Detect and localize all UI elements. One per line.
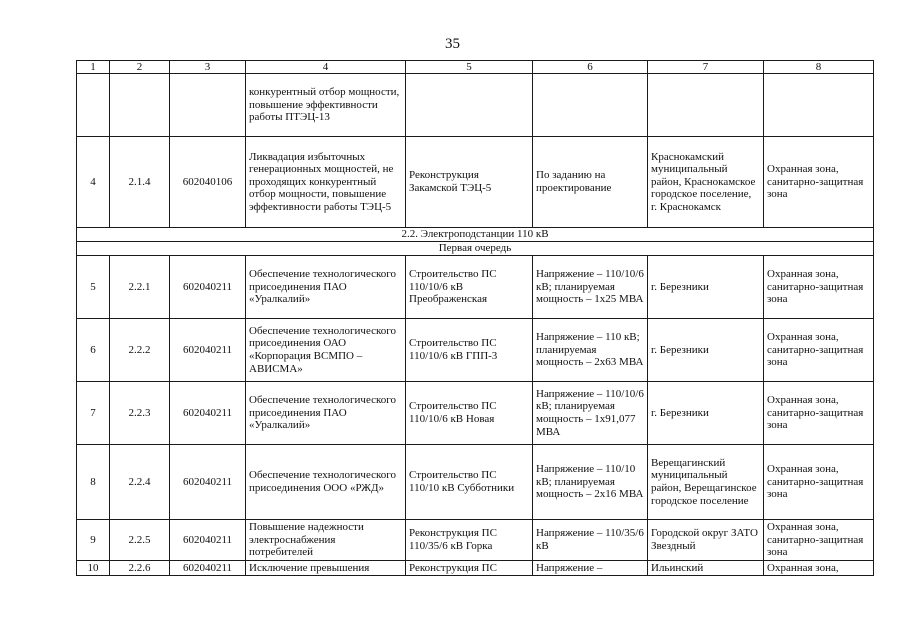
projects-table <box>76 60 874 576</box>
page-number: 35 <box>445 36 460 52</box>
table-row <box>77 74 874 137</box>
cell-code <box>110 74 170 137</box>
cell-purpose: Исключение превышения <box>246 561 406 576</box>
cell-code: 2.2.1 <box>110 256 170 319</box>
cell-code: 2.1.4 <box>110 137 170 228</box>
cell-location: Городской округ ЗАТО Звездный <box>648 520 764 561</box>
cell-purpose: Ликвадация избыточных генерационных мощностей, не проходящих конкурентный отбор мощности, повышение эффективности работы ТЭЦ-5 <box>246 137 406 228</box>
cell-zone: Охранная зона, санитарно-защитная зона <box>764 319 874 382</box>
cell-zone: Охранная зона, санитарно-защитная зона <box>764 520 874 561</box>
cell-zone: Охранная зона, санитарно-защитная зона <box>764 256 874 319</box>
cell-object: Реконструкция Закамской ТЭЦ-5 <box>406 137 533 228</box>
cell-id: 602040211 <box>170 520 246 561</box>
column-header: 8 <box>764 61 874 74</box>
table-row <box>77 561 874 576</box>
cell-id: 602040211 <box>170 382 246 445</box>
cell-location <box>648 74 764 137</box>
cell-purpose: Повышение надежности электроснабжения потребителей <box>246 520 406 561</box>
cell-code: 2.2.4 <box>110 445 170 520</box>
cell-characteristics: Напряжение – 110/10/6 кВ; планируемая мощность – 1х25 МВА <box>533 256 648 319</box>
cell-location: г. Березники <box>648 256 764 319</box>
subsection-row <box>77 242 874 256</box>
cell-characteristics: Напряжение – <box>533 561 648 576</box>
cell-number: 7 <box>77 382 110 445</box>
cell-number: 6 <box>77 319 110 382</box>
cell-code: 2.2.6 <box>110 561 170 576</box>
cell-number: 9 <box>77 520 110 561</box>
cell-zone: Охранная зона, <box>764 561 874 576</box>
cell-characteristics <box>533 74 648 137</box>
cell-purpose: Обеспечение технологического присоединения ОАО «Корпорация ВСМПО – АВИСМА» <box>246 319 406 382</box>
cell-number: 5 <box>77 256 110 319</box>
cell-characteristics: Напряжение – 110/35/6 кВ <box>533 520 648 561</box>
cell-code: 2.2.2 <box>110 319 170 382</box>
cell-zone: Охранная зона, санитарно-защитная зона <box>764 137 874 228</box>
table-row <box>77 137 874 228</box>
column-header: 6 <box>533 61 648 74</box>
cell-id: 602040211 <box>170 256 246 319</box>
subsection-title: Первая очередь <box>77 242 874 256</box>
cell-object: Реконструкция ПС <box>406 561 533 576</box>
table-row <box>77 520 874 561</box>
column-header: 4 <box>246 61 406 74</box>
cell-characteristics: Напряжение – 110 кВ; планируемая мощность – 2х63 МВА <box>533 319 648 382</box>
cell-number: 10 <box>77 561 110 576</box>
cell-purpose: конкурентный отбор мощности, повышение эффективности работы ПТЭЦ-13 <box>246 74 406 137</box>
cell-zone: Охранная зона, санитарно-защитная зона <box>764 382 874 445</box>
table-row <box>77 256 874 319</box>
cell-object: Строительство ПС 110/10/6 кВ Преображенская <box>406 256 533 319</box>
cell-number: 8 <box>77 445 110 520</box>
column-header: 7 <box>648 61 764 74</box>
section-row <box>77 228 874 242</box>
cell-code: 2.2.5 <box>110 520 170 561</box>
column-header: 5 <box>406 61 533 74</box>
cell-object: Строительство ПС 110/10/6 кВ ГПП-3 <box>406 319 533 382</box>
cell-purpose: Обеспечение технологического присоединения ООО «РЖД» <box>246 445 406 520</box>
section-title: 2.2. Электроподстанции 110 кВ <box>77 228 874 242</box>
cell-purpose: Обеспечение технологического присоединения ПАО «Уралкалий» <box>246 256 406 319</box>
cell-location: Верещагинский муниципальный район, Верещагинское городское поселение <box>648 445 764 520</box>
cell-id: 602040106 <box>170 137 246 228</box>
table-row <box>77 445 874 520</box>
cell-location: Ильинский <box>648 561 764 576</box>
cell-number: 4 <box>77 137 110 228</box>
cell-object <box>406 74 533 137</box>
cell-location: Краснокамский муниципальный район, Краснокамское городское поселение, г. Краснокамск <box>648 137 764 228</box>
cell-id <box>170 74 246 137</box>
cell-zone <box>764 74 874 137</box>
cell-characteristics: Напряжение – 110/10 кВ; планируемая мощность – 2х16 МВА <box>533 445 648 520</box>
cell-characteristics: Напряжение – 110/10/6 кВ; планируемая мощность – 1х91,077 МВА <box>533 382 648 445</box>
cell-object: Реконструкция ПС 110/35/6 кВ Горка <box>406 520 533 561</box>
cell-characteristics: По заданию на проектирование <box>533 137 648 228</box>
table-row <box>77 382 874 445</box>
column-header: 1 <box>77 61 110 74</box>
cell-location: г. Березники <box>648 382 764 445</box>
column-header: 2 <box>110 61 170 74</box>
cell-object: Строительство ПС 110/10/6 кВ Новая <box>406 382 533 445</box>
cell-object: Строительство ПС 110/10 кВ Субботники <box>406 445 533 520</box>
column-header: 3 <box>170 61 246 74</box>
cell-code: 2.2.3 <box>110 382 170 445</box>
cell-id: 602040211 <box>170 561 246 576</box>
cell-id: 602040211 <box>170 445 246 520</box>
cell-zone: Охранная зона, санитарно-защитная зона <box>764 445 874 520</box>
table-row <box>77 319 874 382</box>
cell-number <box>77 74 110 137</box>
column-number-row <box>77 61 874 74</box>
cell-location: г. Березники <box>648 319 764 382</box>
cell-purpose: Обеспечение технологического присоединения ПАО «Уралкалий» <box>246 382 406 445</box>
cell-id: 602040211 <box>170 319 246 382</box>
